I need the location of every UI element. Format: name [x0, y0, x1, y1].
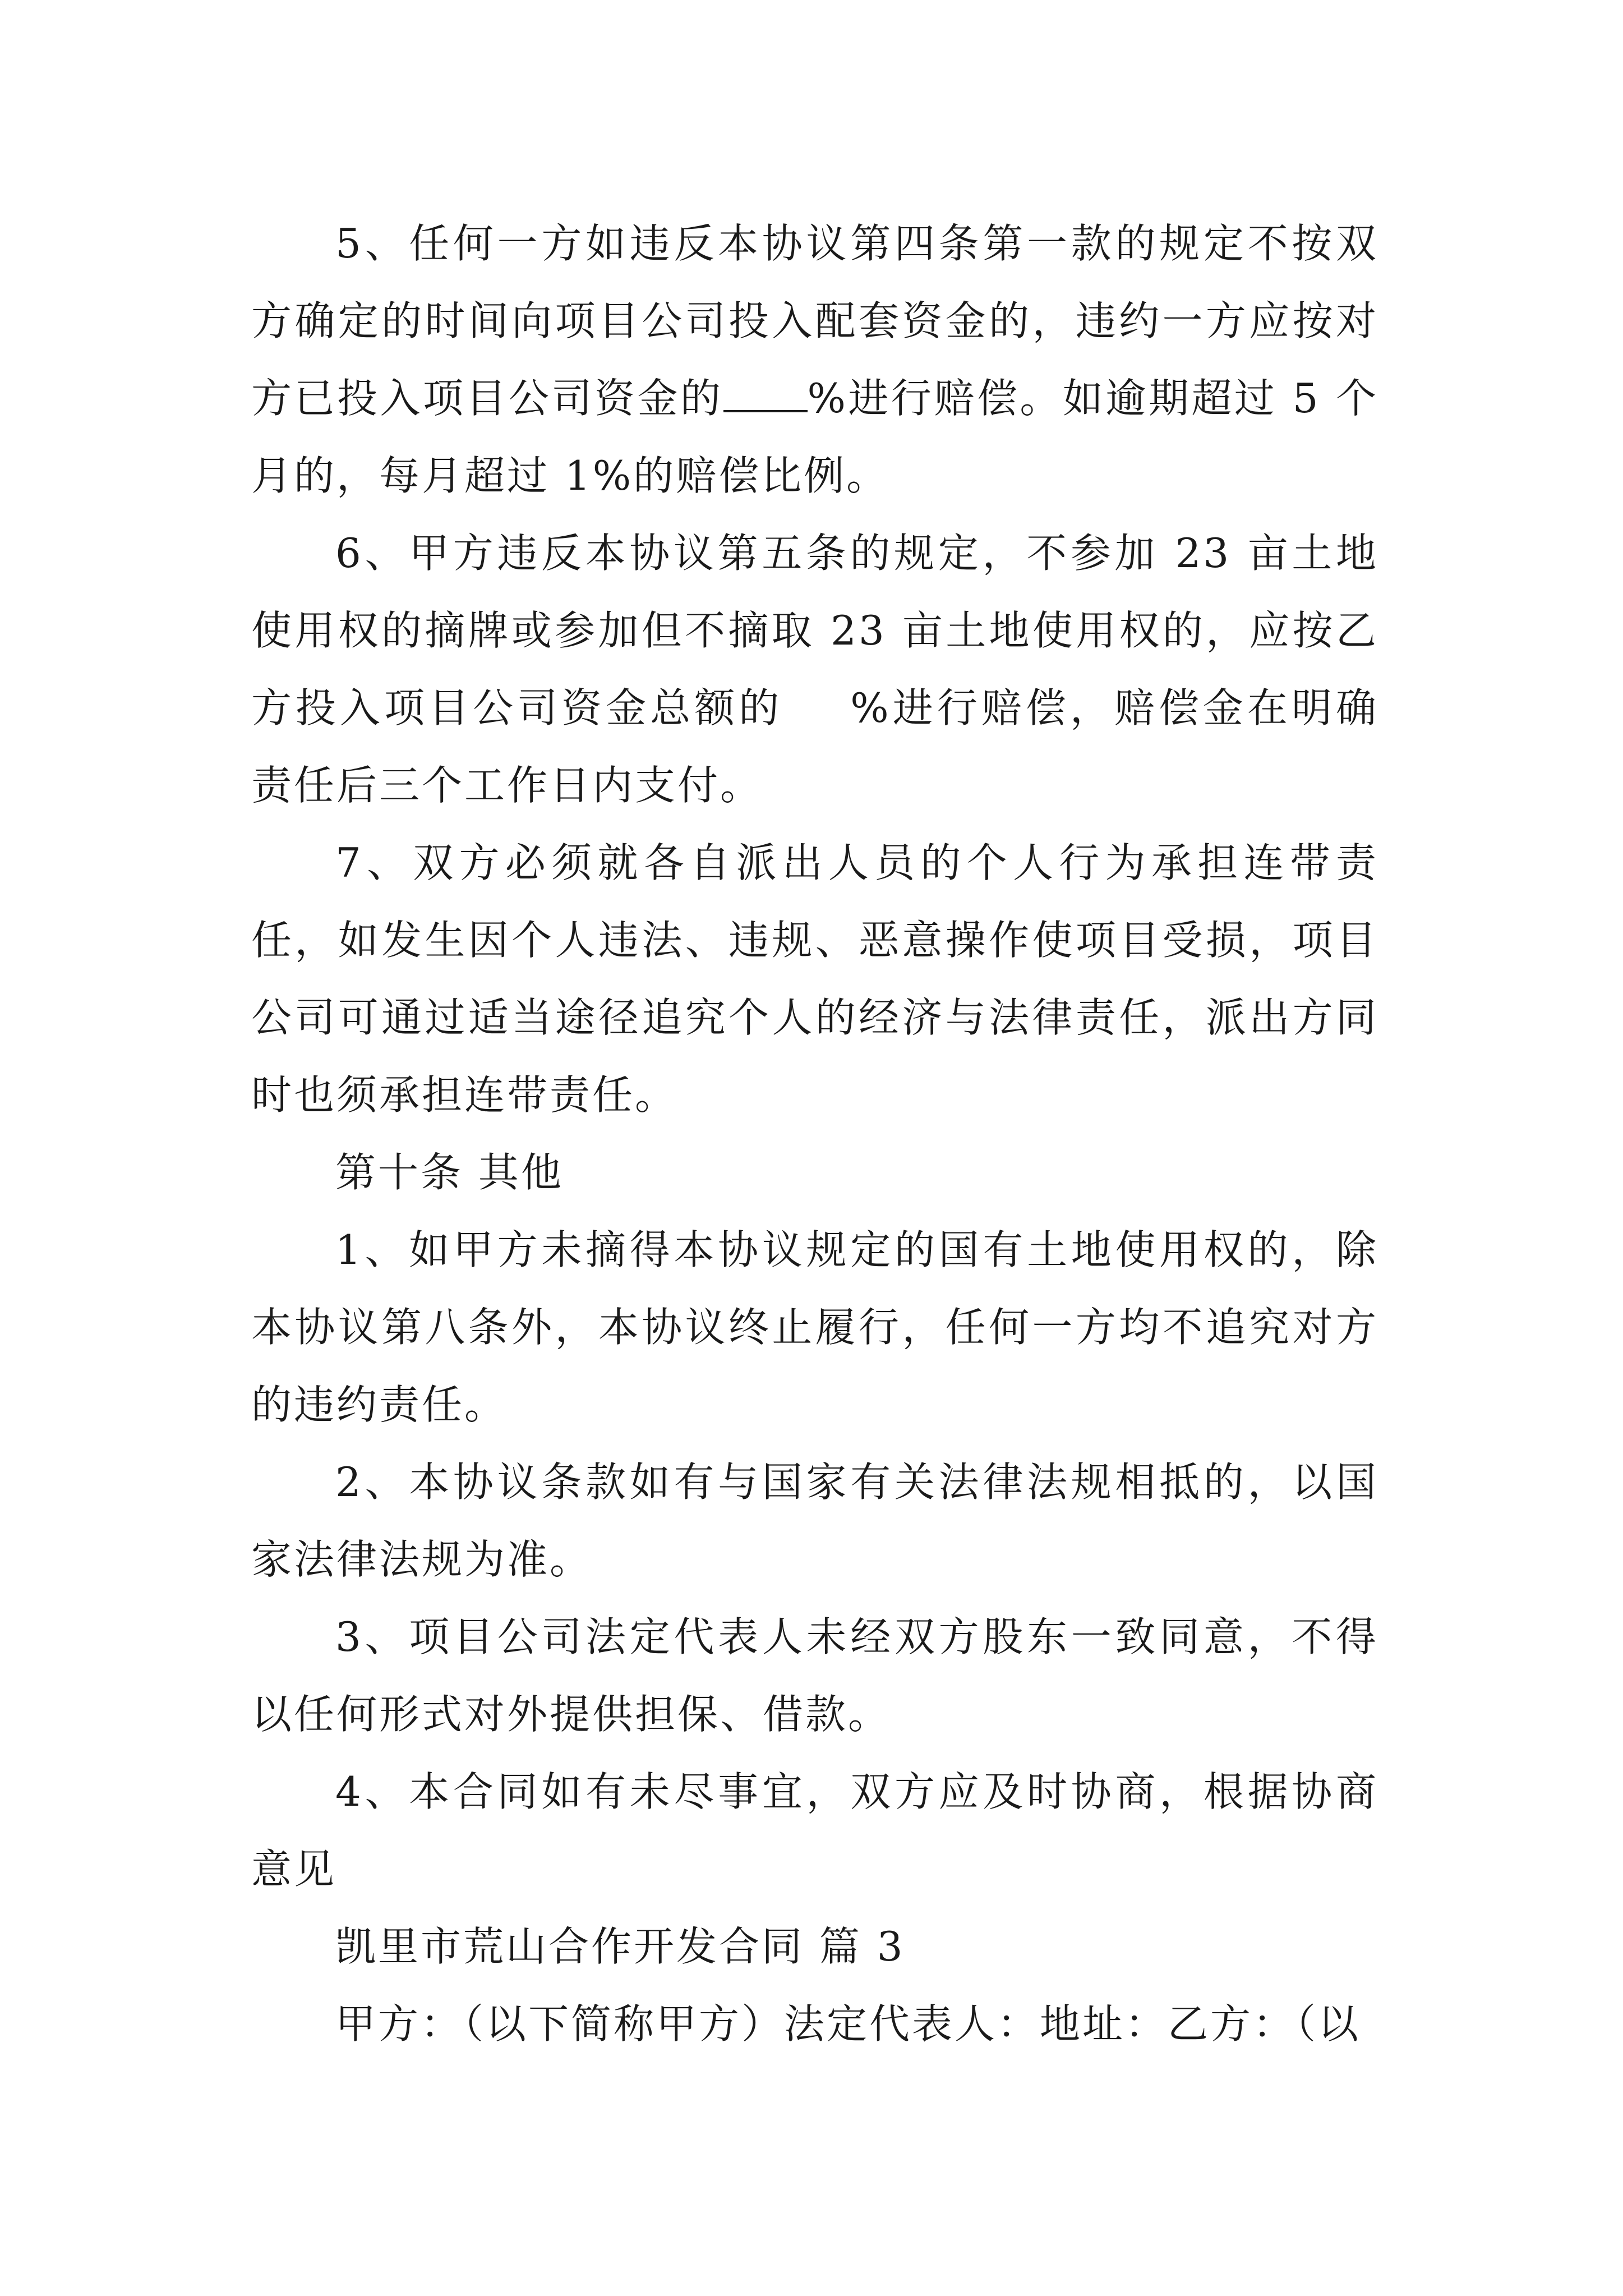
- clause-5: [251, 205, 1378, 514]
- other-clause-2: 2、本协议条款如有与国家有关法律法规相抵的，以国家法律法规为准。: [251, 1458, 1378, 1583]
- other-clause-1: 1、如甲方未摘得本协议规定的国有土地使用权的，除本协议第八条外，本协议终止履行，任何一方均不追究对方的违约责任。: [251, 1226, 1378, 1428]
- clause-5-text-b: %进行赔偿。如逾期超过 5 个月的，每月超过 1%的赔偿比例。: [251, 375, 1378, 499]
- parties-line: 甲方：（以下简称甲方）法定代表人：地址：乙方：（以: [335, 2000, 1361, 2047]
- blank-space: [783, 689, 850, 722]
- clause-6-text-a: 6、甲方违反本协议第五条的规定，不参加 23 亩土地使用权的摘牌或参加但不摘取 23 亩土地使用权的，应按乙方投入项目公司资金总额的: [251, 530, 1378, 731]
- article-heading: 第十条 其他: [335, 1149, 564, 1196]
- clause-6: [251, 514, 1378, 824]
- clause-7: 7、双方必须就各自派出人员的个人行为承担连带责任，如发生因个人违法、违规、恶意操作使项目受损，项目公司可通过适当途径追究个人的经济与法律责任，派出方同时也须承担连带责任。: [251, 839, 1378, 1119]
- other-clause-3: 3、项目公司法定代表人未经双方股东一致同意，不得以任何形式对外提供担保、借款。: [251, 1613, 1378, 1738]
- blank-underline: [723, 378, 808, 412]
- document-body: [251, 205, 1378, 2063]
- clause-5-text-a: 5、任何一方如违反本协议第四条第一款的规定不按双方确定的时间向项目公司投入配套资金的，违约一方应按对方已投入项目公司资金的: [251, 220, 1378, 422]
- clause-6-text-b: %进行赔偿，赔偿金在明确责任后三个工作日内支付。: [251, 684, 1378, 809]
- other-clause-4: 4、本合同如有未尽事宜，双方应及时协商，根据协商意见: [251, 1768, 1378, 1893]
- section-title: 凯里市荒山合作开发合同 篇 3: [335, 1923, 905, 1970]
